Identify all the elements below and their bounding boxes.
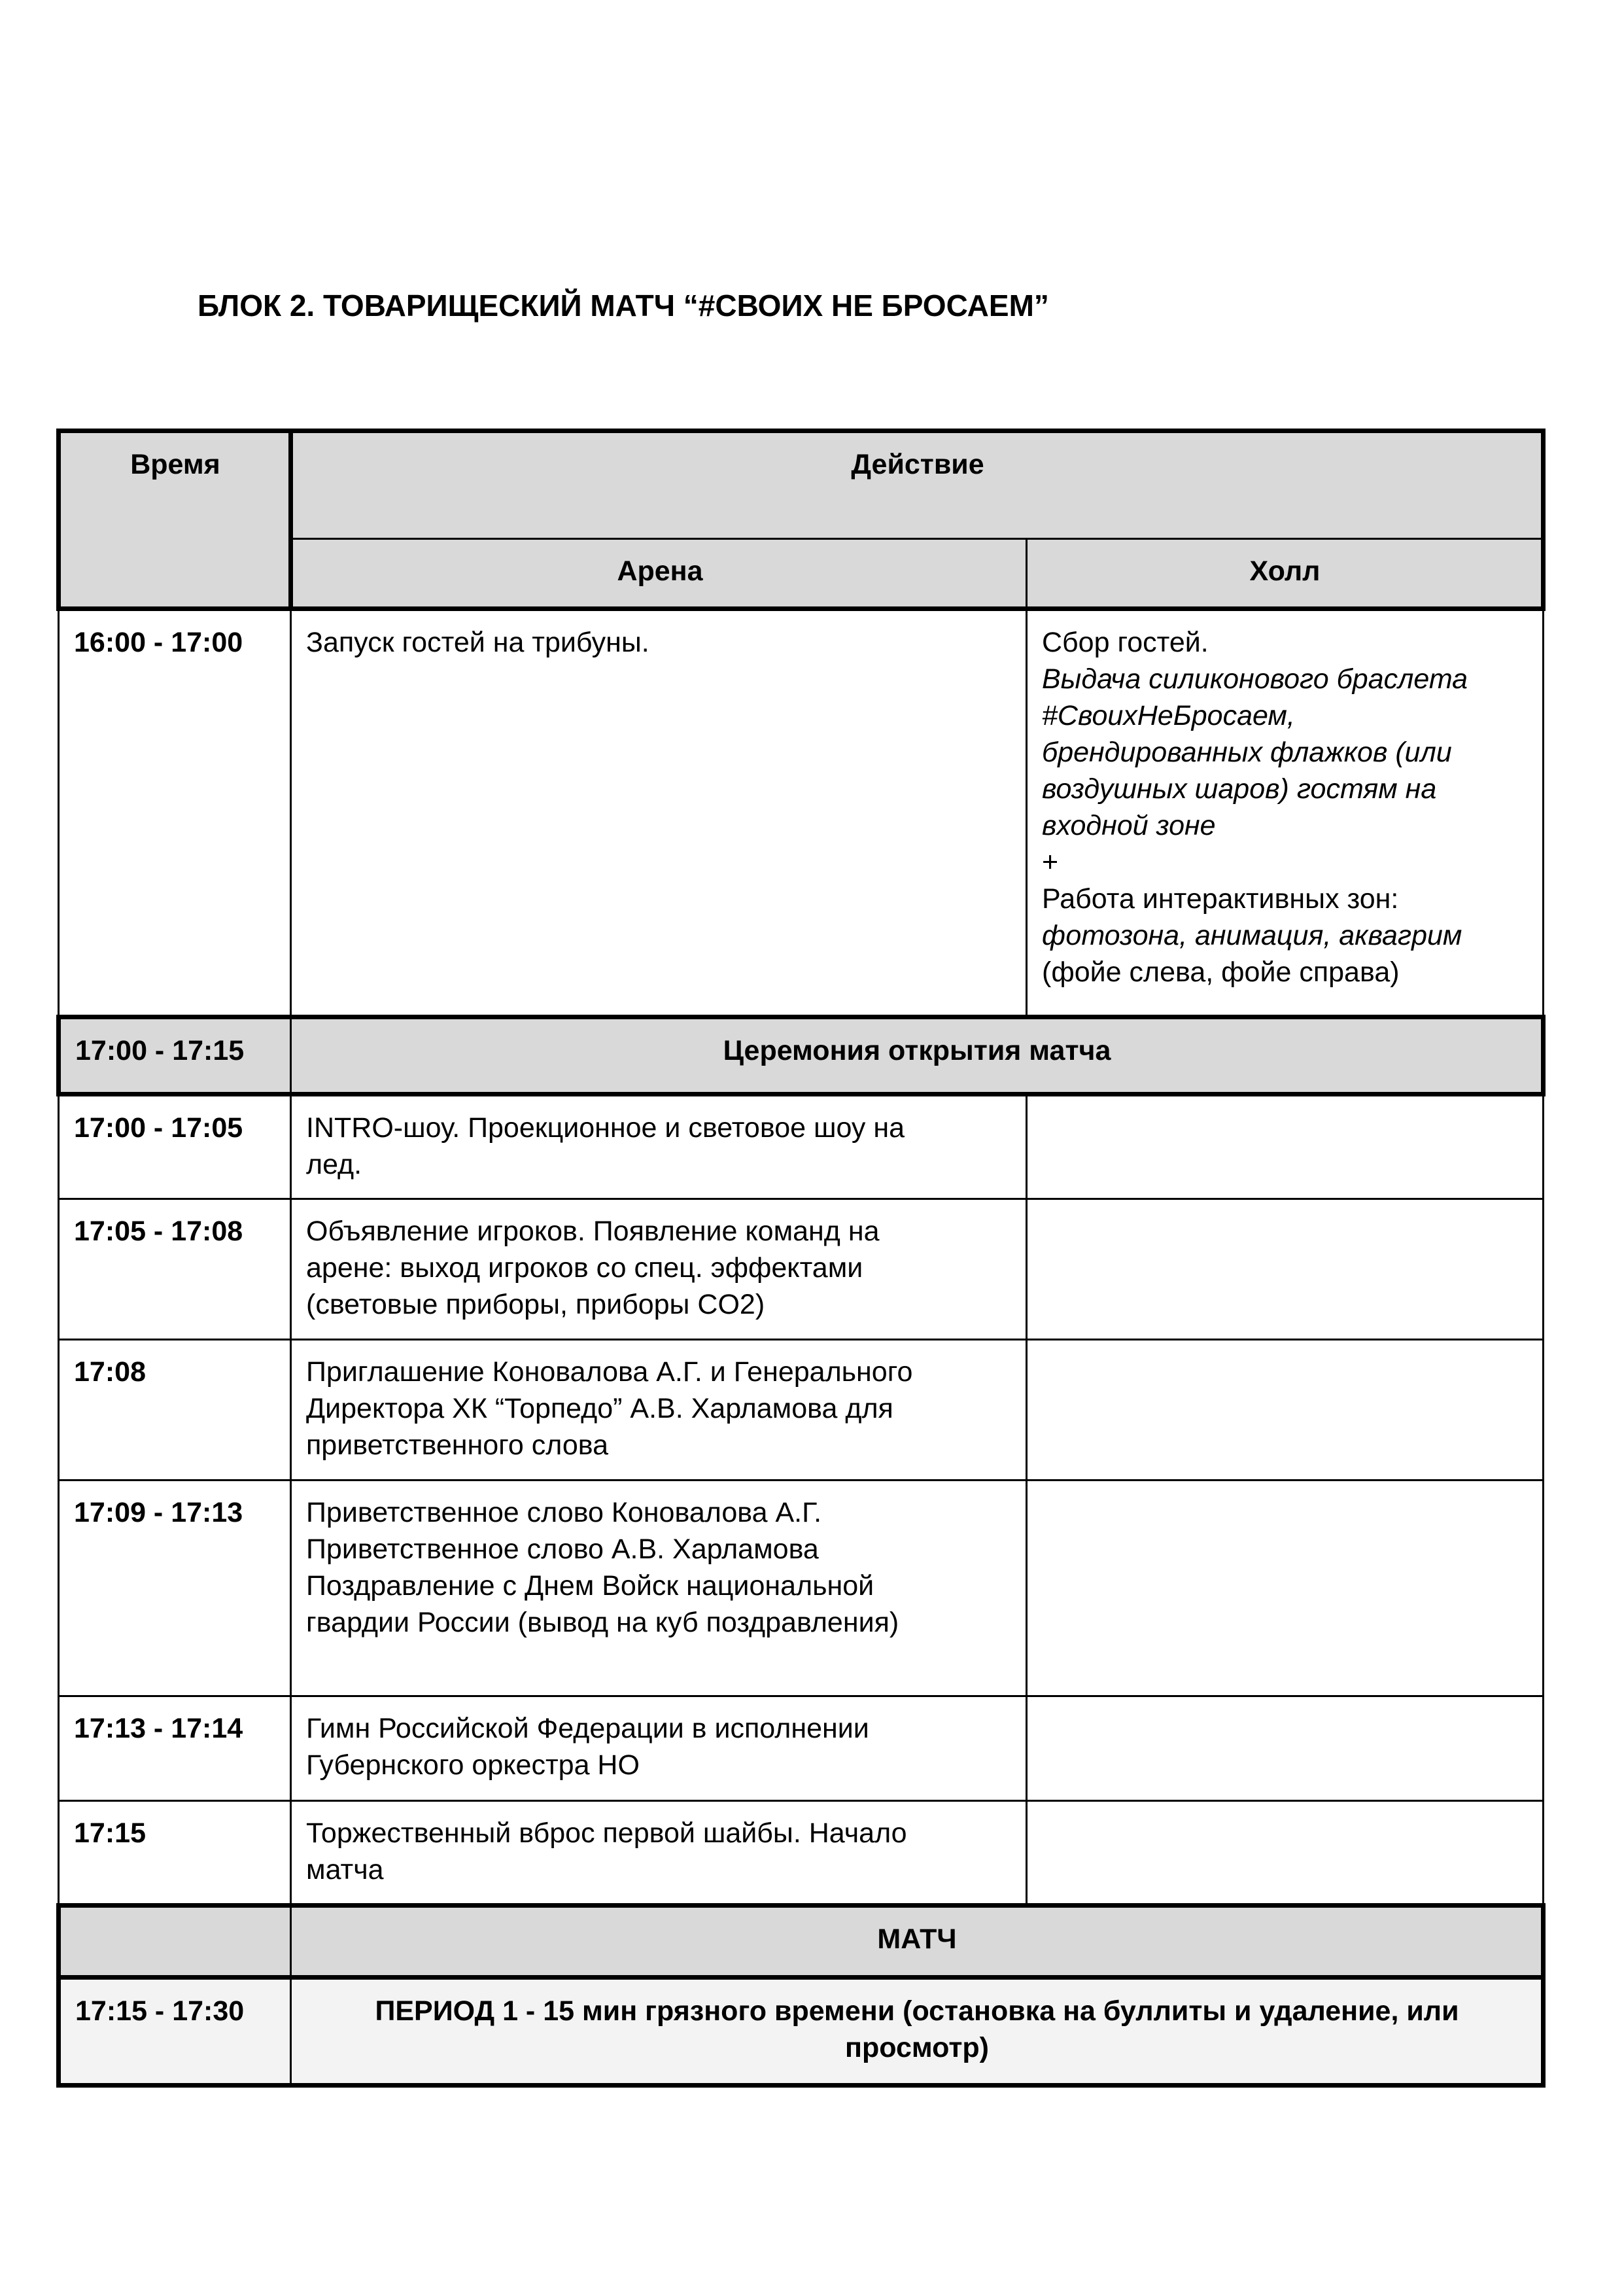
table-row	[59, 1696, 1544, 1801]
arena-line: INTRO-шоу. Проекционное и световое шоу на	[306, 1112, 905, 1144]
row-hall	[1027, 1199, 1544, 1340]
header-hall: Холл	[1027, 539, 1544, 609]
arena-line: Торжественный вброс первой шайбы. Начало	[306, 1817, 907, 1849]
row-arena: Запуск гостей на трибуны.	[291, 609, 1027, 1017]
table-row	[59, 609, 1544, 1017]
ceremony-title: Церемония открытия матча	[291, 1017, 1544, 1095]
arena-line: Объявление игроков. Появление команд на	[306, 1216, 880, 1247]
row-arena	[291, 1480, 1027, 1696]
hall-line: Выдача силиконового браслета	[1042, 663, 1468, 695]
arena-line: Приветственное слово Коновалова А.Г.	[306, 1497, 822, 1528]
row-hall	[1027, 609, 1544, 1017]
schedule-table	[56, 429, 1546, 2088]
hall-line: фотозона, анимация, аквагрим	[1042, 920, 1462, 951]
match-time-empty	[59, 1906, 291, 1978]
row-arena	[291, 1340, 1027, 1480]
hall-line: +	[1042, 847, 1059, 878]
row-arena	[291, 1696, 1027, 1801]
header-row	[59, 431, 1544, 539]
row-hall	[1027, 1340, 1544, 1480]
period-text	[291, 1978, 1544, 2086]
ceremony-time: 17:00 - 17:15	[59, 1017, 291, 1095]
hall-line: входной зоне	[1042, 810, 1216, 841]
ceremony-row	[59, 1017, 1544, 1095]
row-time: 17:05 - 17:08	[59, 1199, 291, 1340]
page-title: БЛОК 2. ТОВАРИЩЕСКИЙ МАТЧ “#СВОИХ НЕ БРОСАЕМ”	[198, 289, 1049, 323]
arena-line: гвардии России (вывод на куб поздравления)	[306, 1607, 899, 1638]
row-hall	[1027, 1095, 1544, 1199]
header-time: Время	[59, 431, 291, 609]
period-time: 17:15 - 17:30	[59, 1978, 291, 2086]
arena-line: Директора ХК “Торпедо” А.В. Харламова для	[306, 1393, 893, 1424]
arena-line: Губернского оркестра НО	[306, 1749, 640, 1781]
row-time: 17:00 - 17:05	[59, 1095, 291, 1199]
match-row	[59, 1906, 1544, 1978]
table-row	[59, 1801, 1544, 1906]
row-time: 17:09 - 17:13	[59, 1480, 291, 1696]
hall-line: #СвоихНеБросаем,	[1042, 700, 1295, 731]
row-time: 17:08	[59, 1340, 291, 1480]
row-time: 17:13 - 17:14	[59, 1696, 291, 1801]
arena-line: Поздравление с Днем Войск национальной	[306, 1570, 874, 1602]
arena-line: лед.	[306, 1149, 362, 1180]
hall-line: (фойе слева, фойе справа)	[1042, 956, 1400, 988]
period-line: ПЕРИОД 1 - 15 мин грязного времени (остановка на буллиты и удаление, или	[375, 1995, 1459, 2027]
hall-line: Работа интерактивных зон:	[1042, 883, 1399, 915]
row-hall	[1027, 1480, 1544, 1696]
hall-line: брендированных флажков (или	[1042, 737, 1452, 768]
row-time: 16:00 - 17:00	[59, 609, 291, 1017]
arena-line: (световые приборы, приборы CO2)	[306, 1289, 765, 1320]
hall-line: Сбор гостей.	[1042, 627, 1209, 658]
table-row	[59, 1095, 1544, 1199]
row-hall	[1027, 1696, 1544, 1801]
header-arena: Арена	[291, 539, 1027, 609]
arena-line: матча	[306, 1854, 384, 1885]
arena-line: Приглашение Коновалова А.Г. и Генерального	[306, 1356, 913, 1388]
table-row	[59, 1480, 1544, 1696]
arena-line: арене: выход игроков со спец. эффектами	[306, 1252, 863, 1284]
arena-line: приветственного слова	[306, 1429, 609, 1461]
period-line: просмотр)	[845, 2032, 989, 2063]
table-row	[59, 1340, 1544, 1480]
arena-line: Приветственное слово А.В. Харламова	[306, 1533, 819, 1565]
table-row	[59, 1199, 1544, 1340]
hall-line: воздушных шаров) гостям на	[1042, 773, 1437, 805]
row-arena	[291, 1801, 1027, 1906]
arena-line: Гимн Российской Федерации в исполнении	[306, 1713, 869, 1744]
row-arena	[291, 1199, 1027, 1340]
period-row	[59, 1978, 1544, 2086]
row-arena	[291, 1095, 1027, 1199]
row-time: 17:15	[59, 1801, 291, 1906]
row-hall	[1027, 1801, 1544, 1906]
header-action: Действие	[291, 431, 1544, 539]
match-title: МАТЧ	[291, 1906, 1544, 1978]
